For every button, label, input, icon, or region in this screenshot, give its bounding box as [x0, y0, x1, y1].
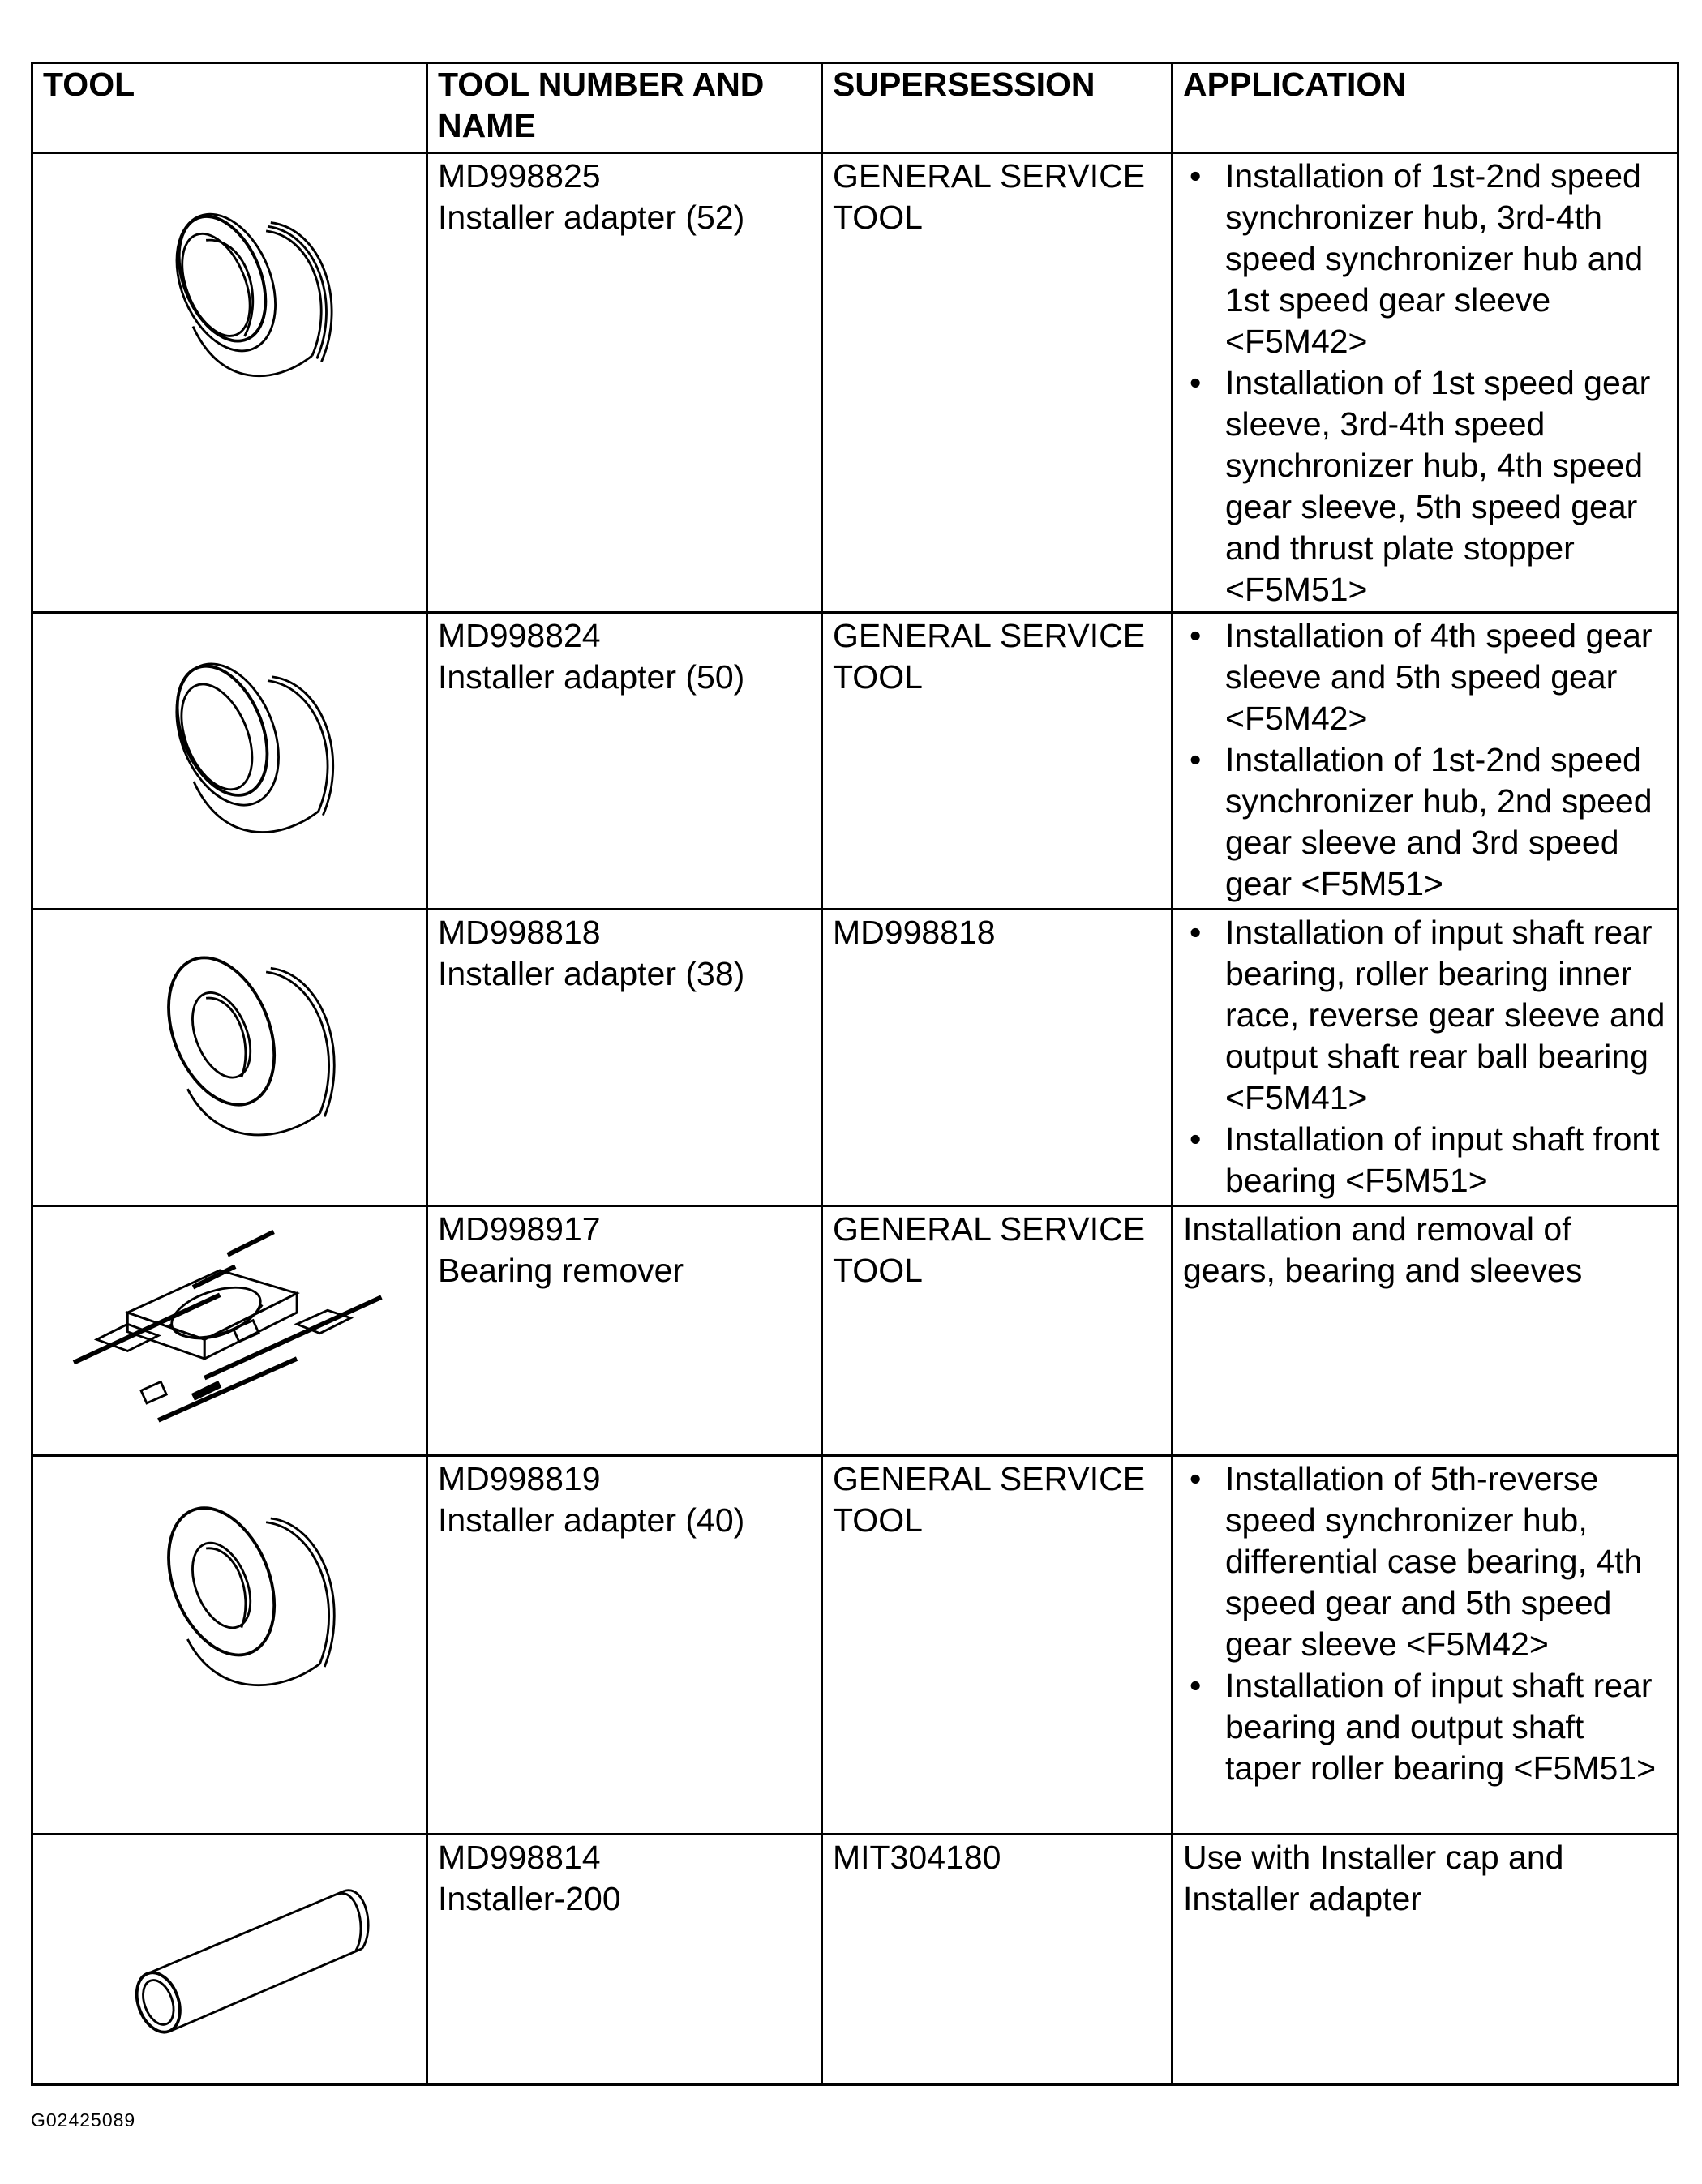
header-supersession: SUPERSESSION	[822, 63, 1173, 153]
application-cell: Use with Installer cap and Installer adapter	[1173, 1835, 1678, 2085]
tool-name: Installer-200	[438, 1880, 621, 1917]
table-row	[32, 1835, 1678, 2085]
tool-number-name-cell	[427, 1206, 822, 1456]
tool-number: MD998819	[438, 1460, 601, 1497]
list-item: • Installation of 1st-2nd speed synchronizer hub, 3rd-4th speed synchronizer hub and 1st speed gear sleeve <F5M42>	[1183, 156, 1669, 362]
list-item: • Installation of 4th speed gear sleeve and 5th speed gear <F5M42>	[1183, 615, 1669, 739]
header-tool-number-and-name: TOOL NUMBER AND NAME	[427, 63, 822, 153]
tool-illustration-cell	[32, 1835, 427, 2085]
list-item: • Installation of input shaft rear bearing and output shaft taper roller bearing <F5M51>	[1183, 1665, 1669, 1789]
list-item: • Installation of 1st speed gear sleeve, 3rd-4th speed synchronizer hub, 4th speed gear sleeve, 5th speed gear and thrust plate stopper <F5M51>	[1183, 362, 1669, 610]
application-cell: Installation and removal of gears, bearing and sleeves	[1173, 1206, 1678, 1456]
header-tool: TOOL	[32, 63, 427, 153]
tool-name: Bearing remover	[438, 1252, 684, 1289]
list-item: • Installation of input shaft front bearing <F5M51>	[1183, 1119, 1669, 1201]
supersession-cell: GENERAL SERVICE TOOL	[822, 613, 1173, 910]
tool-illustration-cell	[32, 1456, 427, 1835]
application-list	[1183, 615, 1669, 905]
supersession-cell: MIT304180	[822, 1835, 1173, 2085]
table-row	[32, 613, 1678, 910]
application-list	[1183, 1458, 1669, 1789]
tool-number: MD998814	[438, 1839, 601, 1876]
application-list	[1183, 912, 1669, 1201]
table-row	[32, 910, 1678, 1206]
tool-name: Installer adapter (40)	[438, 1501, 745, 1539]
special-tools-table	[31, 62, 1679, 2086]
list-item: • Installation of 5th-reverse speed synchronizer hub, differential case bearing, 4th speed gear and 5th speed gear sleeve <F5M42>	[1183, 1458, 1669, 1665]
tool-number-name-cell	[427, 910, 822, 1206]
tool-name: Installer adapter (38)	[438, 955, 745, 992]
list-item: • Installation of input shaft rear bearing, roller bearing inner race, reverse gear sleeve and output shaft rear ball bearing <F5M41>	[1183, 912, 1669, 1119]
figure-code: G02425089	[31, 2109, 136, 2130]
application-cell	[1173, 910, 1678, 1206]
table-row	[32, 1206, 1678, 1456]
list-item: • Installation of 1st-2nd speed synchronizer hub, 2nd speed gear sleeve and 3rd speed gear <F5M51>	[1183, 739, 1669, 905]
tool-number: MD998825	[438, 157, 601, 195]
ring-adapter-icon	[43, 615, 418, 897]
thick-ring-adapter-icon	[43, 1458, 418, 1818]
application-cell	[1173, 613, 1678, 910]
table-row	[32, 1456, 1678, 1835]
application-list	[1183, 156, 1669, 610]
tool-illustration-cell	[32, 153, 427, 613]
tool-number: MD998818	[438, 914, 601, 951]
tool-number: MD998917	[438, 1210, 601, 1248]
tool-name: Installer adapter (50)	[438, 658, 745, 696]
tool-illustration-cell	[32, 910, 427, 1206]
supersession-cell: GENERAL SERVICE TOOL	[822, 1206, 1173, 1456]
thick-ring-adapter-icon	[43, 912, 418, 1193]
ring-adapter-icon	[43, 156, 418, 592]
tool-illustration-cell	[32, 613, 427, 910]
tool-number-name-cell	[427, 153, 822, 613]
supersession-cell: GENERAL SERVICE TOOL	[822, 153, 1173, 613]
application-cell	[1173, 153, 1678, 613]
tool-number-name-cell	[427, 613, 822, 910]
tool-number-name-cell	[427, 1835, 822, 2085]
tool-name: Installer adapter (52)	[438, 199, 745, 236]
header-application: APPLICATION	[1173, 63, 1678, 153]
tool-illustration-cell	[32, 1206, 427, 1456]
bearing-remover-icon	[43, 1209, 418, 1445]
installer-tube-icon	[43, 1837, 418, 2075]
tool-number-name-cell	[427, 1456, 822, 1835]
table-row	[32, 153, 1678, 613]
supersession-cell: GENERAL SERVICE TOOL	[822, 1456, 1173, 1835]
supersession-cell: MD998818	[822, 910, 1173, 1206]
tool-number: MD998824	[438, 617, 601, 654]
application-cell	[1173, 1456, 1678, 1835]
table-header-row	[32, 63, 1678, 153]
